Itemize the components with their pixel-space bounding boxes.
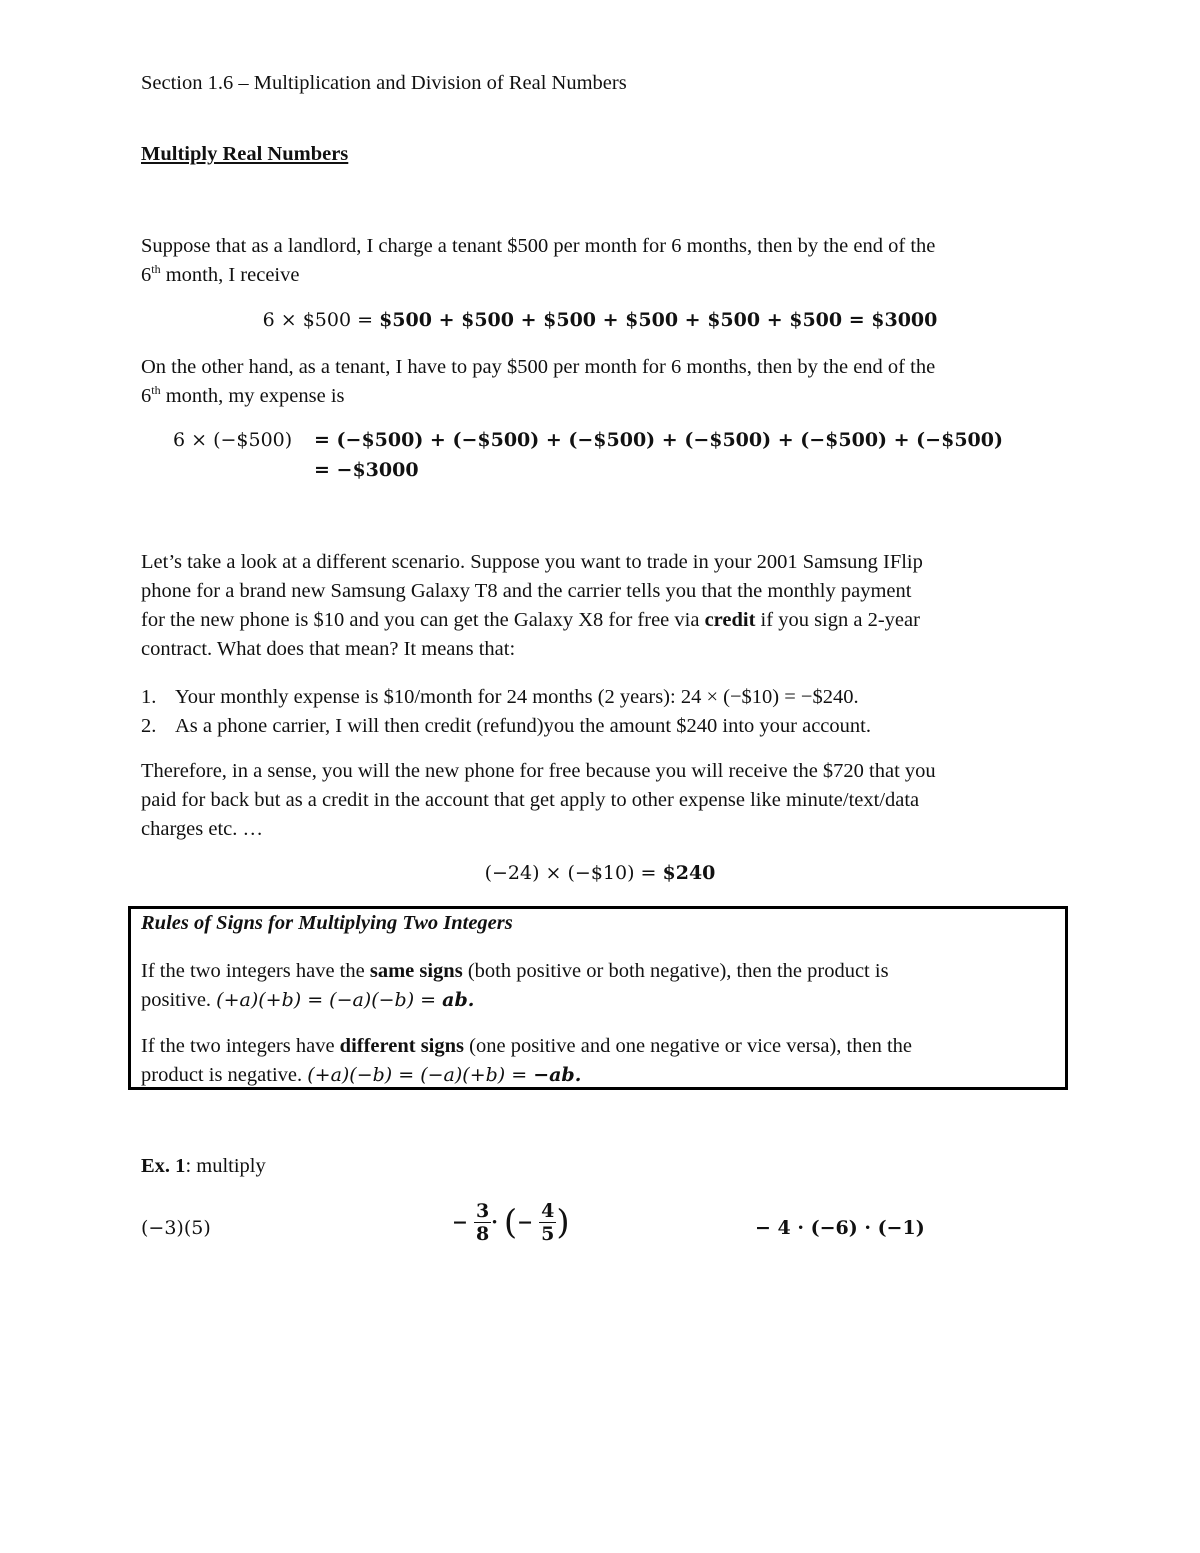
list-item: [141, 712, 1075, 741]
tenant-equation-lhs: 6 × (−$500): [173, 429, 293, 451]
fraction-numerator: 4: [541, 1200, 555, 1222]
same-signs-line-1: [141, 957, 1051, 986]
scenario-line-3: [141, 606, 1066, 635]
tenant-equation-rhs: = (−$500) + (−$500) + (−$500) + (−$500) + (−$500) + (−$500): [314, 429, 1003, 451]
rules-title: Rules of Signs for Multiplying Two Integers: [141, 912, 513, 934]
example-label-bold: Ex. 1: [141, 1155, 186, 1177]
scenario-line-2: phone for a brand new Samsung Galaxy T8 and the carrier tells you that the monthly payment: [141, 580, 912, 602]
different-signs-line-1: [141, 1032, 1051, 1061]
problem-2: [452, 1200, 570, 1245]
same-signs-rule: [141, 957, 1051, 1015]
therefore-paragraph: [141, 757, 1066, 844]
same-line2-pre: positive.: [141, 989, 217, 1011]
same-signs-line-2: [141, 986, 1051, 1015]
fraction-denominator: 8: [475, 1223, 490, 1245]
landlord-paragraph: [141, 232, 1066, 290]
right-paren: ): [556, 1202, 570, 1243]
example-label: [141, 1155, 266, 1178]
fraction-denominator: 5: [541, 1223, 555, 1245]
diff-result: −ab.: [533, 1064, 582, 1086]
scenario-line-3-pre: for the new phone is $10 and you can get the Galaxy X8 for free via: [141, 609, 705, 631]
list-text: Your monthly expense is $10/month for 24 months (2 years): 24 × (−$10) = −$240.: [175, 686, 859, 708]
tenant-line-2-text: month, my expense is: [160, 385, 345, 407]
ordinal-suffix: th: [151, 262, 161, 276]
list-number: 1.: [141, 686, 157, 708]
tenant-line-2: [141, 382, 1066, 411]
landlord-line-1: Suppose that as a landlord, I charge a tenant $500 per month for 6 months, then by the end of the: [141, 235, 936, 257]
scenario-paragraph: [141, 548, 1066, 664]
same-signs-term: same signs: [369, 960, 463, 982]
problem-1: (−3)(5): [141, 1217, 211, 1239]
scenario-line-4: contract. What does that mean? It means that:: [141, 638, 516, 660]
dot-operator: ·: [491, 1211, 498, 1234]
example-label-text: : multiply: [185, 1155, 266, 1177]
diff-formula: (+a)(−b) = (−a)(+b) =: [307, 1064, 534, 1086]
fraction-3-8: [474, 1200, 491, 1245]
landlord-equation-lhs: 6 × $500 =: [262, 309, 380, 331]
different-signs-line-2: [141, 1061, 1051, 1090]
credit-equation-lhs: (−24) × (−$10) =: [484, 862, 663, 884]
fraction-numerator: 3: [475, 1200, 490, 1222]
fraction-4-5: [539, 1200, 556, 1245]
list-item: [141, 683, 1075, 712]
credit-equation: [0, 862, 1200, 884]
credit-equation-rhs: $240: [662, 862, 716, 884]
diff-line2-pre: product is negative.: [141, 1064, 308, 1086]
ordinal-number: 6: [141, 264, 152, 286]
diff-pre: If the two integers have: [141, 1035, 340, 1057]
ordinal-suffix: th: [151, 383, 161, 397]
different-signs-rule: [141, 1032, 1051, 1090]
landlord-line-2-text: month, I receive: [160, 264, 300, 286]
tenant-paragraph: [141, 353, 1066, 411]
same-formula: (+a)(+b) = (−a)(−b) =: [216, 989, 443, 1011]
same-post: (both positive or both negative), then the product is: [462, 960, 889, 982]
problem-2-sign-inner: −: [517, 1211, 534, 1234]
therefore-line-2: paid for back but as a credit in the account that get apply to other expense like minute/text/data: [141, 789, 920, 811]
problem-2-sign: −: [452, 1211, 468, 1234]
subtitle: Multiply Real Numbers: [141, 143, 349, 165]
same-pre: If the two integers have the: [141, 960, 370, 982]
tenant-equation-result: = −$3000: [314, 459, 419, 481]
list-text: As a phone carrier, I will then credit (refund)you the amount $240 into your account.: [175, 715, 871, 737]
scenario-line-1: Let’s take a look at a different scenario. Suppose you want to trade in your 2001 Samsung IFlip: [141, 551, 923, 573]
problem-3: − 4 · (−6) · (−1): [755, 1217, 925, 1239]
different-signs-term: different signs: [339, 1035, 465, 1057]
scenario-line-3-post: if you sign a 2-year: [755, 609, 920, 631]
left-paren: (: [503, 1202, 518, 1243]
therefore-line-3: charges etc. …: [141, 818, 263, 840]
landlord-equation-rhs: $500 + $500 + $500 + $500 + $500 + $500 = $3000: [379, 309, 938, 331]
ordinal-number: 6: [141, 385, 152, 407]
diff-post: (one positive and one negative or vice versa), then the: [464, 1035, 913, 1057]
landlord-equation: [0, 309, 1200, 331]
tenant-line-1: On the other hand, as a tenant, I have to pay $500 per month for 6 months, then by the end of the: [141, 356, 936, 378]
landlord-line-2: [141, 261, 1066, 290]
section-title: Section 1.6 – Multiplication and Division of Real Numbers: [141, 72, 627, 94]
same-result: ab.: [442, 989, 475, 1011]
list-number: 2.: [141, 715, 157, 737]
therefore-line-1: Therefore, in a sense, you will the new phone for free because you will receive the $720 that you: [141, 760, 936, 782]
credit-term: credit: [704, 609, 756, 631]
